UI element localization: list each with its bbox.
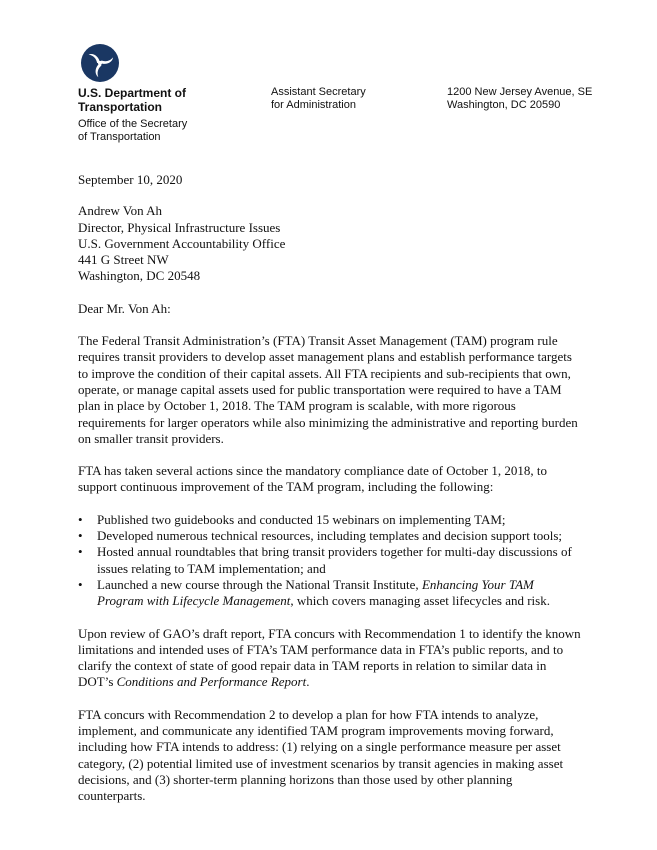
list-item-text: Hosted annual roundtables that bring transit providers together for multi-day discussions of issues relating to TAM implementation; and [97,544,572,576]
list-item [78,577,582,610]
recipient-line: 441 G Street NW [78,252,169,268]
department-name-line1: U.S. Department of [78,86,187,100]
recipient-address [78,203,582,284]
paragraph-tam-rule: The Federal Transit Administration’s (FTA) Transit Asset Management (TAM) program rule requires transit providers to develop asset management plans and establish performance targets to improve the condition of their capital assets. All FTA recipients and sub-recipients that own, operate, or manage capital assets used for public transportation were required to have a TAM plan in place by October 1, 2018. The TAM program is scalable, with more rigorous requirements for larger operators while also minimizing the administrative and reporting burden on smaller transit providers. [78,333,578,446]
list-item-text: Published two guidebooks and conducted 15 webinars on implementing TAM; [97,511,506,527]
list-item-text-end: , which covers managing asset lifecycles and risk. [290,593,550,609]
bullet-icon: • [78,528,83,544]
letter-body [78,172,582,821]
dot-triskelion-logo-icon [81,44,119,82]
salutation: Dear Mr. Von Ah: [78,300,171,316]
bullet-icon: • [78,544,83,560]
paragraph-text-end: . [306,674,310,690]
bullet-icon: • [78,511,83,527]
recipient-line: Andrew Von Ah [78,203,163,219]
list-item [78,544,582,577]
course-title: Enhancing Your TAM Program with Lifecycle Management [97,576,534,609]
office-name-line1: Office of the Secretary [78,118,188,130]
paragraph-recommendation-1 [78,626,582,691]
letterhead-address-line1: 1200 New Jersey Avenue, SE [447,86,593,98]
letter-date: September 10, 2020 [78,172,183,187]
recipient-line: Director, Physical Infrastructure Issues [78,219,281,235]
assistant-secretary-line2: for Administration [271,99,356,111]
list-item-text: Developed numerous technical resources, including templates and decision support tools; [97,528,562,544]
paragraph-text: Upon review of GAO’s draft report, FTA concurs with Recommendation 1 to identify the known limitations and intended uses of FTA’s TAM performance data in FTA’s public reports, and to clarify the context of state of good repair data in TAM reports in relation to similar data in DOT’s [78,625,581,690]
letterhead-address [447,86,592,112]
list-item-text [97,577,550,608]
actions-list [78,512,582,610]
letterhead-address-line2: Washington, DC 20590 [447,99,561,111]
office-name [78,118,187,144]
recipient-line: Washington, DC 20548 [78,268,201,284]
list-item-text-start: Launched a new course through the National Transit Institute, [97,576,422,592]
list-item [78,512,582,528]
assistant-secretary-line1: Assistant Secretary [271,86,366,98]
bullet-icon: • [78,576,83,592]
office-name-line2: of Transportation [78,131,161,143]
paragraph-recommendation-2: FTA concurs with Recommendation 2 to develop a plan for how FTA intends to analyze, implement, and communicate any identified TAM program improvements moving forward, including how FTA intends to address: (1) relying on a single performance measure per asset category, (2) potential limited use of investment scenarios by transit agencies in making asset decisions, and (3) shorter-term planning horizons than those used by other planning counterparts. [78,706,564,804]
recipient-line: U.S. Government Accountability Office [78,235,286,251]
department-name-line2: Transportation [78,100,163,114]
list-item [78,528,582,544]
assistant-secretary-title [271,86,366,112]
department-name [78,86,186,114]
paragraph-actions-intro: FTA has taken several actions since the mandatory compliance date of October 1, 2018, to support continuous improvement of the TAM program, including the following: [78,463,547,495]
report-title: Conditions and Performance Report [116,674,307,690]
